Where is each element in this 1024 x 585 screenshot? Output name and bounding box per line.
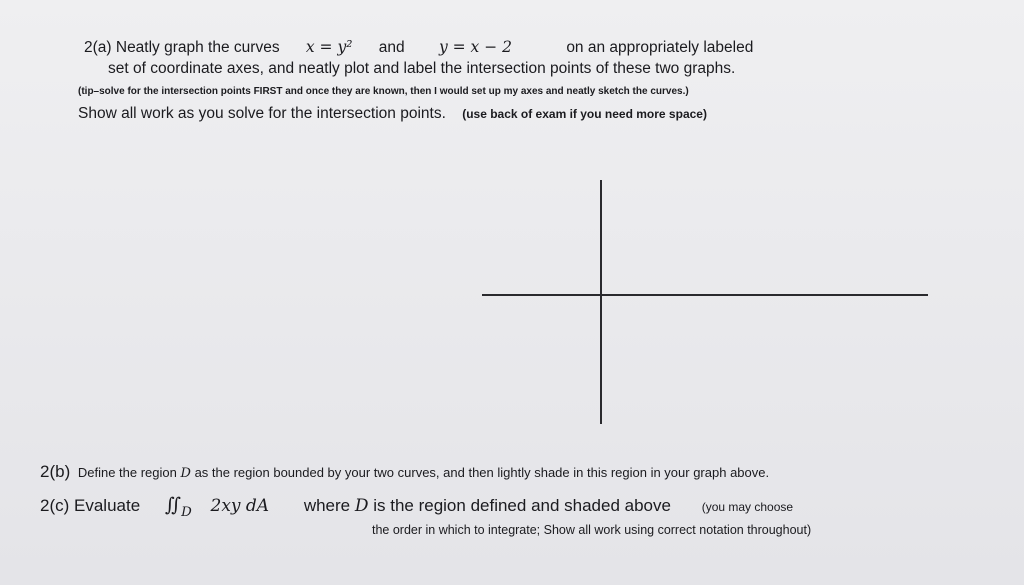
- choose-order-note: (you may choose: [701, 500, 794, 514]
- and-word: and: [378, 39, 405, 56]
- back-of-exam-note: (use back of exam if you need more space): [462, 107, 707, 121]
- curve-2-equation: y = x − 2: [438, 38, 512, 56]
- show-work-line: [78, 105, 707, 123]
- problem-2c-label: 2(c) Evaluate: [40, 496, 141, 515]
- curve-1-equation: x = y²: [305, 38, 353, 56]
- problem-2a-label: 2(a) Neatly graph the curves: [84, 39, 280, 56]
- show-work-text: Show all work as you solve for the intersection points.: [78, 105, 446, 122]
- x-axis-line: [482, 294, 928, 296]
- problem-2b-suffix: as the region bounded by your two curves, and then lightly shade in this region in your graph above.: [194, 465, 770, 480]
- where-region-variable: D: [354, 496, 369, 516]
- problem-2a-line2: set of coordinate axes, and neatly plot and label the intersection points of these two graphs.: [108, 60, 736, 77]
- problem-2b-label: 2(b): [40, 462, 71, 481]
- problem-2c-line: [40, 494, 794, 520]
- problem-2a-line1: [84, 38, 753, 57]
- integral-region-subscript: D: [181, 504, 192, 520]
- where-prefix: where: [303, 496, 351, 515]
- order-note-line: the order in which to integrate; Show all work using correct notation throughout): [372, 523, 812, 537]
- problem-2b-line: [40, 462, 769, 482]
- where-suffix: is the region defined and shaded above: [373, 496, 671, 515]
- problem-2a-tail: on an appropriately labeled: [566, 39, 754, 56]
- region-variable: D: [180, 466, 191, 481]
- y-axis-line: [600, 180, 602, 424]
- tip-note: (tip–solve for the intersection points FIRST and once they are known, then I would set up my axes and neatly sketch the curves.): [78, 86, 689, 97]
- integrand-expression: 2xy dA: [210, 496, 270, 516]
- problem-2b-prefix: Define the region: [77, 465, 177, 480]
- double-integral-symbol: $∬_D$: [164, 494, 192, 520]
